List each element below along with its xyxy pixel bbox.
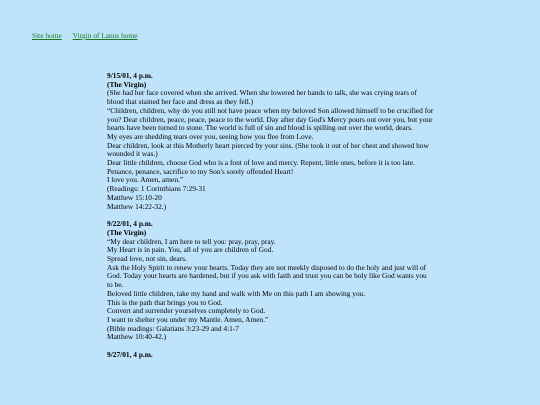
message-paragraph: Dear children, look at this Motherly heart pierced by your sins. (She took it out of her chest and showed how wounded it was.) (107, 140, 429, 159)
reading-citation: (Readings: 1 Corinthians 7:29-31 (107, 184, 206, 194)
reading-citation: Matthew 10:40-42.) (107, 332, 167, 342)
message-paragraph: “Children, children, why do you still not have peace when my beloved Son allowed himself to be crucified for you? Dear children, peace, peace, peace to the world. Day after day God's Mercy pours out over you, but your hearts have been turned to stone. The world is full of sin and blood is spilling out over the world, dears. (107, 105, 434, 133)
message-paragraph: My eyes are shedding tears over you, seeing how you flee from Love. (107, 131, 314, 141)
message-paragraph: Ask the Holy Spirit to renew your hearts. Today they are not meekly disposed to do the holy and just will of God. Today your hearts are hardened, but if you ask with faith and trust you can be holy like God wants you to be. (107, 262, 427, 290)
message-paragraph: This is the path that brings you to God. (107, 297, 223, 307)
entry-date: 9/27/01, 4 p.m. (107, 350, 153, 360)
virgin-of-lanus-home-link[interactable]: Virgin of Lanus home (72, 31, 138, 40)
message-entry (107, 220, 434, 342)
messages-content (107, 72, 434, 369)
message-paragraph: Beloved little children, take my hand and walk with Me on this path I am showing you. (107, 288, 366, 298)
top-navigation (32, 31, 138, 41)
entry-speaker: (The Virgin) (107, 79, 147, 89)
message-entry (107, 351, 434, 360)
message-entry (107, 72, 434, 211)
reading-citation: Matthew 14:22-32.) (107, 201, 167, 211)
site-home-link[interactable]: Site home (32, 31, 62, 40)
message-paragraph: Penance, penance, sacrifice to my Son's sorely offended Heart! (107, 166, 294, 176)
entry-date: 9/15/01, 4 p.m. (107, 71, 153, 80)
reading-citation: (Bible readings: Galatians 3:23-29 and 4:1-7 (107, 323, 239, 333)
message-paragraph: I want to shelter you under my Mantle. Amen, Amen.” (107, 314, 269, 324)
message-paragraph: My Heart is in pain. You, all of you are children of God. (107, 245, 274, 255)
entry-date: 9/22/01, 4 p.m. (107, 219, 153, 229)
message-paragraph: Spread love, not sin, dears. (107, 254, 187, 264)
reading-citation: Matthew 15:10-20 (107, 192, 162, 202)
message-paragraph: I love you. Amen, amen.” (107, 175, 184, 185)
message-paragraph: “My dear children, I am here to tell you: pray, pray, pray. (107, 236, 276, 246)
entry-speaker: (The Virgin) (107, 227, 147, 237)
message-paragraph: (She had her face covered when she arrived. When she lowered her hands to talk, she was crying tears of blood that stained her face and dress as they fell.) (107, 88, 417, 107)
message-paragraph: Dear little children, choose God who is a font of love and mercy. Repent, little ones, before it is too late. (107, 158, 415, 168)
message-paragraph: Convert and surrender yourselves completely to God. (107, 306, 266, 316)
